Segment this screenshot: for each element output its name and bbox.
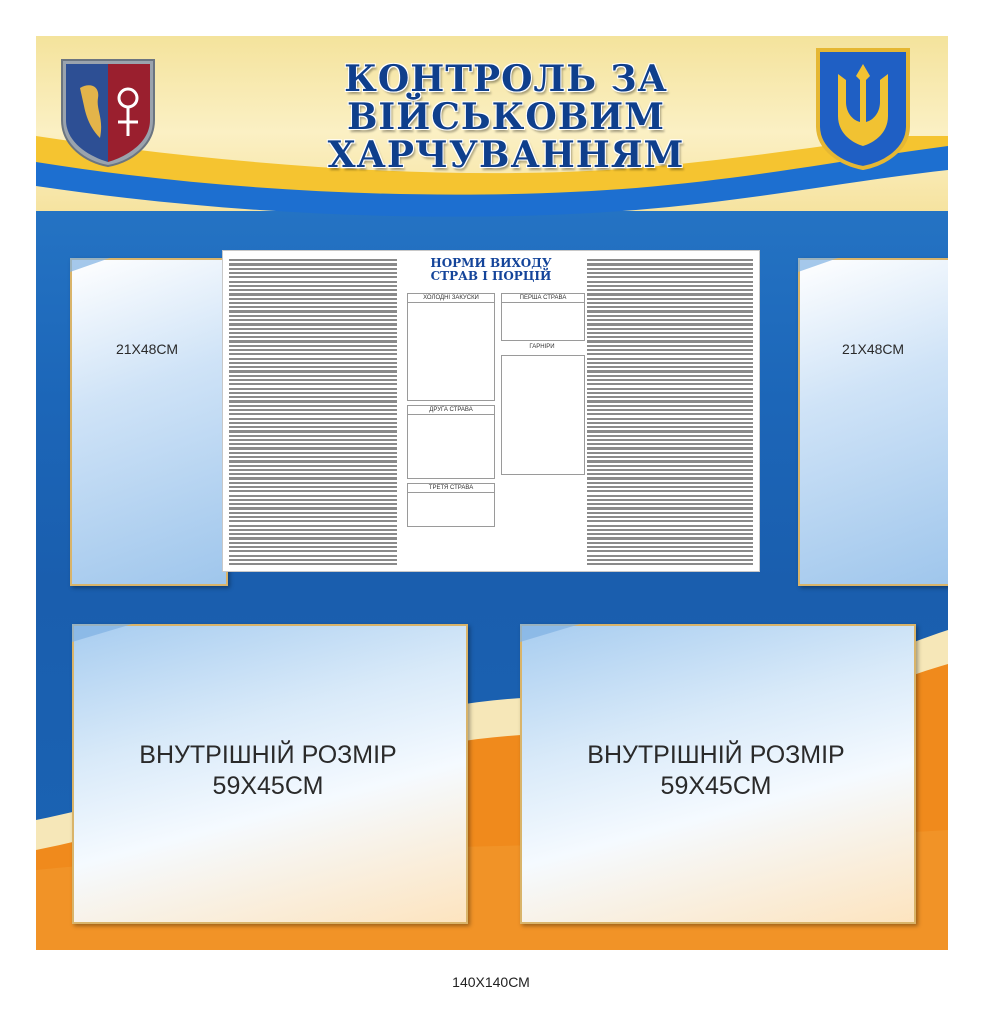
table-second-course — [407, 405, 495, 479]
large-pocket-left-size — [72, 740, 464, 802]
norms-document — [222, 250, 760, 572]
doc-text-left — [229, 257, 397, 565]
trident-coat-of-arms-icon — [814, 46, 912, 170]
table-garnish-header: ГАРНІРИ — [529, 344, 555, 350]
city-coat-of-arms-icon — [60, 58, 156, 168]
doc-text-right — [587, 257, 753, 565]
large-pocket-right-line-2: 59Х45СМ — [660, 772, 772, 800]
table-cold-snacks-header: ХОЛОДНІ ЗАКУСКИ — [408, 294, 494, 303]
large-pocket-left-line-2: 59Х45СМ — [212, 772, 324, 800]
table-first-course — [501, 293, 585, 341]
large-pocket-right-corner — [520, 624, 580, 642]
title-line-2: ХАРЧУВАННЯМ — [327, 134, 685, 176]
table-garnish — [501, 355, 585, 475]
table-third-course-header: ТРЕТЯ СТРАВА — [408, 484, 494, 493]
left-pocket-size: 21Х48СМ — [115, 341, 179, 357]
large-pocket-right-line-1: ВНУТРІШНІЙ РОЗМІР — [587, 741, 845, 769]
large-pocket-left-line-1: ВНУТРІШНІЙ РОЗМІР — [139, 741, 397, 769]
doc-title — [403, 257, 579, 283]
table-second-course-header: ДРУГА СТРАВА — [408, 406, 494, 415]
table-first-course-header: ПЕРША СТРАВА — [502, 294, 584, 303]
large-pocket-right-size — [520, 740, 912, 802]
pocket-corner-left — [70, 258, 110, 272]
stand-board — [36, 36, 948, 950]
large-pocket-left-corner — [72, 624, 132, 642]
page-title — [186, 60, 826, 174]
title-line-1: КОНТРОЛЬ ЗА ВІЙСЬКОВИМ — [344, 58, 668, 138]
side-pocket-left[interactable] — [70, 258, 228, 586]
right-pocket-size: 21Х48СМ — [841, 341, 905, 357]
doc-title-line-2: СТРАВ І ПОРЦІЙ — [430, 269, 552, 283]
overall-size-caption: 140Х140СМ — [452, 974, 530, 990]
pocket-corner-right — [798, 258, 838, 272]
side-pocket-right[interactable] — [798, 258, 948, 586]
table-third-course — [407, 483, 495, 527]
doc-title-line-1: НОРМИ ВИХОДУ — [430, 256, 552, 270]
table-cold-snacks — [407, 293, 495, 401]
